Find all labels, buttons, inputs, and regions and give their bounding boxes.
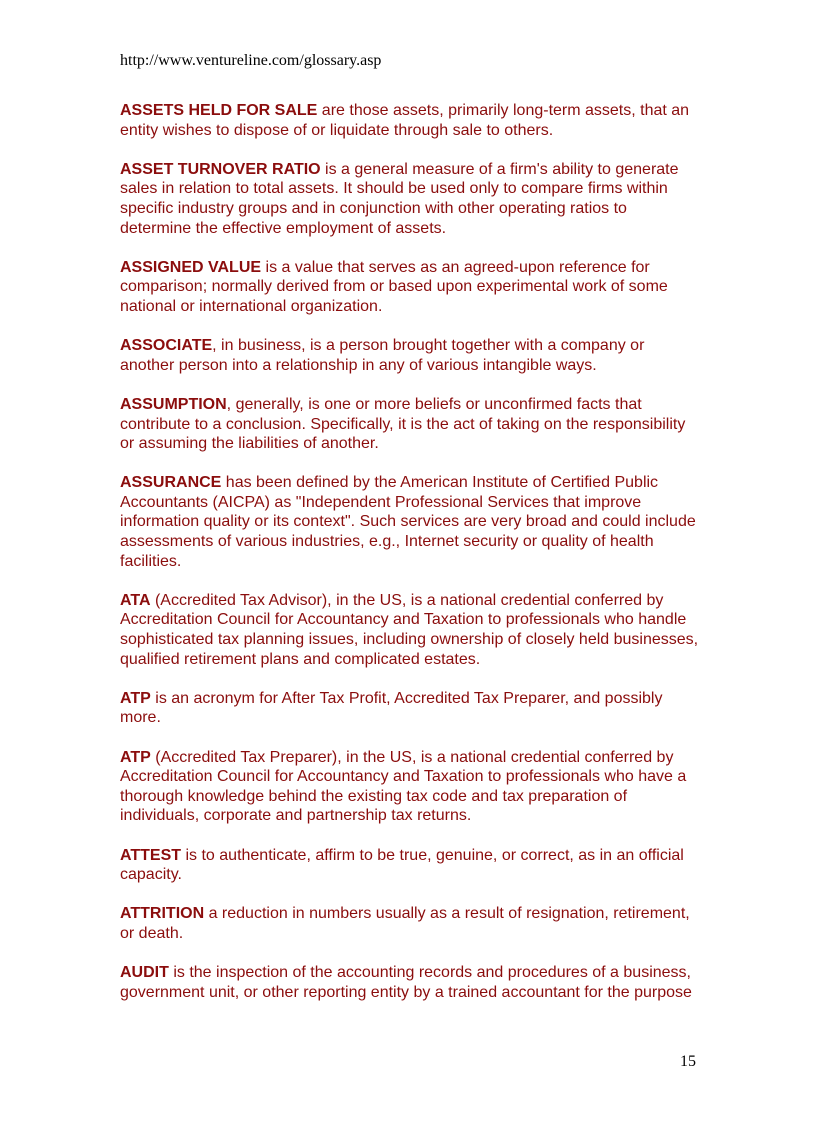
glossary-definition: has been defined by the American Institute of Certified Public Accountants (AICPA) as "Independent Professional Services that improve information quality or its context". Such services are very broad and could include assessments of various industries, e.g., Internet security or quality of health facilities. (120, 474, 696, 570)
glossary-definition: (Accredited Tax Advisor), in the US, is a national credential conferred by Accreditation Council for Accountancy and Taxation to professionals who handle sophisticated tax planning issues, including ownership of closely held businesses, qualified retirement plans and complicated estates. (120, 591, 699, 668)
glossary-term: ATTEST (120, 846, 182, 864)
glossary-term: ASSOCIATE (120, 337, 213, 355)
glossary-definition: is a general measure of a firm's ability to generate sales in relation to total assets. It should be used only to compare firms within specific industry groups and in conjunction with other operating ratios to determine the effective employment of assets. (120, 160, 679, 237)
glossary-term: ATP (120, 748, 151, 766)
glossary-term: ASSURANCE (120, 474, 222, 492)
glossary-definition: are those assets, primarily long-term assets, that an entity wishes to dispose of or liquidate through sale to others. (120, 102, 690, 139)
glossary-term: ASSETS HELD FOR SALE (120, 102, 318, 119)
glossary-entry (120, 963, 702, 1002)
glossary-entry (120, 591, 702, 669)
glossary-entry (120, 748, 702, 826)
glossary-definition: is the inspection of the accounting records and procedures of a business, government unit, or other reporting entity by a trained accountant for the purpose (120, 964, 692, 1001)
glossary-entries (120, 101, 702, 1022)
glossary-entry (120, 160, 702, 238)
glossary-definition: a reduction in numbers usually as a result of resignation, retirement, or death. (120, 905, 690, 942)
glossary-entry (120, 846, 702, 885)
glossary-entry (120, 395, 702, 454)
glossary-entry (120, 101, 702, 140)
glossary-entry (120, 258, 702, 317)
glossary-term: ASSET TURNOVER RATIO (120, 160, 321, 178)
glossary-term: AUDIT (120, 964, 169, 982)
glossary-entry (120, 473, 702, 571)
glossary-definition: , generally, is one or more beliefs or unconfirmed facts that contribute to a conclusion. Specifically, it is the act of taking on the responsibility or assuming the liabilities of another. (120, 395, 686, 453)
glossary-definition: , in business, is a person brought together with a company or another person into a relationship in any of various intangible ways. (120, 337, 645, 374)
glossary-term: ATA (120, 591, 151, 609)
glossary-term: ATTRITION (120, 905, 205, 923)
glossary-entry (120, 336, 702, 375)
glossary-definition: is a value that serves as an agreed-upon reference for comparison; normally derived from or based upon experimental work of some national or international organization. (120, 258, 668, 315)
page-header-url: http://www.ventureline.com/glossary.asp (120, 52, 382, 69)
page-number: 15 (680, 1053, 696, 1070)
glossary-entry (120, 904, 702, 943)
glossary-entry (120, 689, 702, 728)
glossary-definition: is an acronym for After Tax Profit, Accredited Tax Preparer, and possibly more. (120, 689, 663, 727)
glossary-term: ASSIGNED VALUE (120, 258, 262, 276)
glossary-term: ASSUMPTION (120, 395, 227, 413)
glossary-definition: is to authenticate, affirm to be true, genuine, or correct, as in an official capacity. (120, 846, 684, 884)
glossary-definition: (Accredited Tax Preparer), in the US, is a national credential conferred by Accreditation Council for Accountancy and Taxation to professionals who have a thorough knowledge behind the existing tax code and tax preparation of individuals, corporate and partnership tax returns. (120, 748, 687, 825)
glossary-term: ATP (120, 689, 151, 707)
